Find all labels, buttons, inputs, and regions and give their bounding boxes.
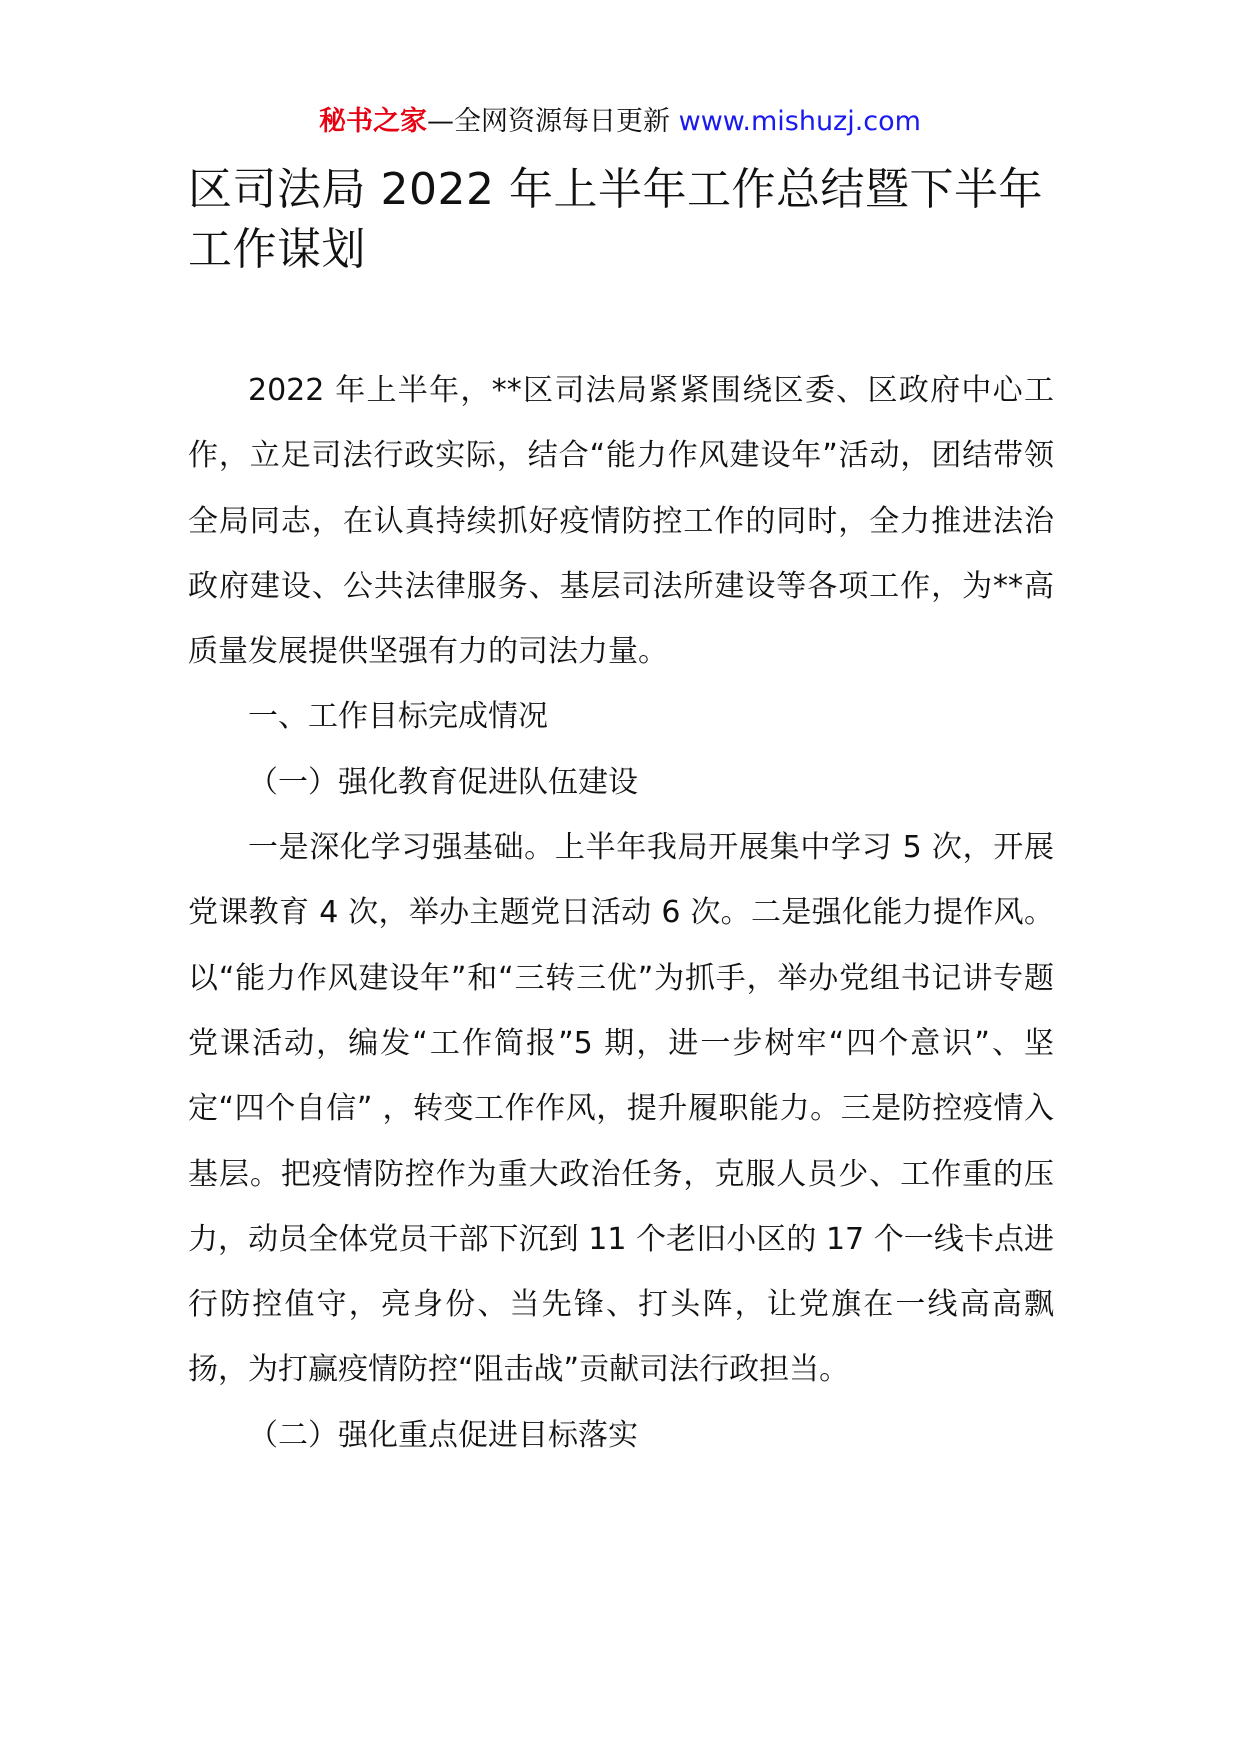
- body-paragraph: 一是深化学习强基础。上半年我局开展集中学习 5 次，开展党课教育 4 次，举办主题党日活动 6 次。二是强化能力提作风。以“能力作风建设年”和“三转三优”为抓手，举办党组书记讲专题党课活动，编发“工作简报”5 期，进一步树牢“四个意识”、坚定“四个自信” ，转变工作作风，提升履职能力。三是防控疫情入基层。把疫情防控作为重大政治任务，克服人员少、工作重的压力，动员全体党员干部下沉到 11 个老旧小区的 17 个一线卡点进行防控值守，亮身份、当先锋、打头阵，让党旗在一线高高飘扬，为打赢疫情防控“阻击战”贡献司法行政担当。: [188, 830, 1054, 1388]
- subsection-heading-1: （一）强化教育促进队伍建设: [248, 764, 638, 800]
- site-header: [0, 102, 1240, 142]
- subsection-heading-2: （二）强化重点促进目标落实: [248, 1417, 638, 1453]
- brand-name: 秘书之家: [319, 106, 428, 137]
- intro-paragraph: 2022 年上半年，**区司法局紧紧围绕区委、区政府中心工作，立足司法行政实际，结合“能力作风建设年”活动，团结带领全局同志，在认真持续抓好疫情防控工作的同时，全力推进法治政府建设、公共法律服务、基层司法所建设等各项工作，为**高质量发展提供坚强有力的司法力量。: [188, 373, 1054, 670]
- header-tagline: —全网资源每日更新: [427, 106, 679, 137]
- section-heading-1: 一、工作目标完成情况: [248, 699, 548, 735]
- site-url-link[interactable]: www.mishuzj.com: [678, 106, 921, 137]
- document-title: 区司法局 2022 年上半年工作总结暨下半年工作谋划: [188, 164, 1043, 275]
- document-body: [188, 358, 1054, 1468]
